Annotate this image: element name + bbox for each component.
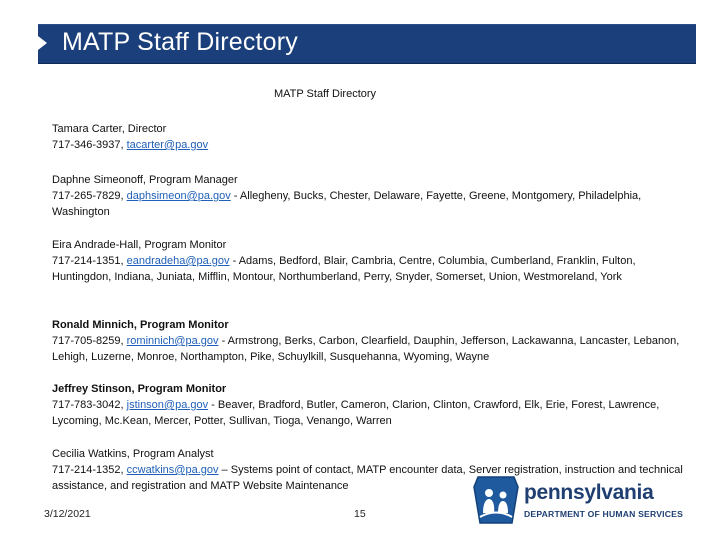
staff-counties: - Armstrong, Berks, Carbon, Clearfield, Dauphin, Jefferson, Lackawanna, Lancaster, Lebanon, Lehigh, Luzerne, Monroe, Northampton, Pike, Schuylkill, Susquehanna, Wyoming, Wayne [52,335,680,363]
staff-phone: 717-346-3937, [52,139,127,151]
staff-email-link[interactable]: tacarter@pa.gov [126,139,209,151]
staff-entry-stinson [52,381,682,429]
directory-heading: MATP Staff Directory [273,88,377,100]
staff-name: Ronald Minnich, Program Monitor [52,319,229,331]
staff-entry-carter [52,121,682,153]
staff-counties: - Allegheny, Bucks, Chester, Delaware, Fayette, Greene, Montgomery, Philadelphia, Washington [52,190,642,218]
staff-email-link[interactable]: daphsimeon@pa.gov [126,190,231,202]
staff-entry-andrade-hall [52,237,682,285]
staff-phone: 717-214-1352, [52,464,127,476]
staff-email-link[interactable]: jstinson@pa.gov [126,399,209,411]
banner-arrow-icon [38,36,47,50]
pa-dhs-logo [472,475,698,533]
logo-wordmark: pennsylvania [524,481,654,504]
staff-phone: 717-705-8259, [52,335,127,347]
staff-phone: 717-265-7829, [52,190,127,202]
staff-counties: - Adams, Bedford, Blair, Cambria, Centre, Columbia, Cumberland, Franklin, Fulton, Huntingdon, Indiana, Juniata, Mifflin, Montour, Northumberland, Perry, Snyder, Somerset, Union, Westmoreland, York [52,255,636,283]
staff-name: Cecilia Watkins, Program Analyst [52,448,214,460]
staff-phone: 717-214-1351, [52,255,127,267]
slide-title: MATP Staff Directory [62,28,299,56]
staff-counties: - Beaver, Bradford, Butler, Cameron, Clarion, Clinton, Crawford, Elk, Erie, Forest, Lawrence, Lycoming, Mc.Kean, Mercer, Potter, Sullivan, Tioga, Venango, Warren [52,399,660,427]
staff-email-link[interactable]: eandradeha@pa.gov [126,255,230,267]
footer-date: 3/12/2021 [44,508,91,520]
logo-department: DEPARTMENT OF HUMAN SERVICES [524,509,684,519]
staff-name: Eira Andrade-Hall, Program Monitor [52,239,227,251]
staff-name: Daphne Simeonoff, Program Manager [52,174,238,186]
staff-email-link[interactable]: rominnich@pa.gov [126,335,219,347]
staff-email-link[interactable]: ccwatkins@pa.gov [126,464,219,476]
page-number: 15 [354,508,366,520]
staff-phone: 717-783-3042, [52,399,127,411]
staff-name: Tamara Carter, Director [52,123,167,135]
keystone-icon [472,475,520,527]
staff-duties: – Systems point of contact, MATP encounter data, Server registration, instruction and technical assistance, and registration and MATP Website Maintenance [52,464,683,492]
staff-entry-minnich [52,317,682,365]
staff-entry-simeonoff [52,172,682,220]
staff-name: Jeffrey Stinson, Program Monitor [52,383,227,395]
